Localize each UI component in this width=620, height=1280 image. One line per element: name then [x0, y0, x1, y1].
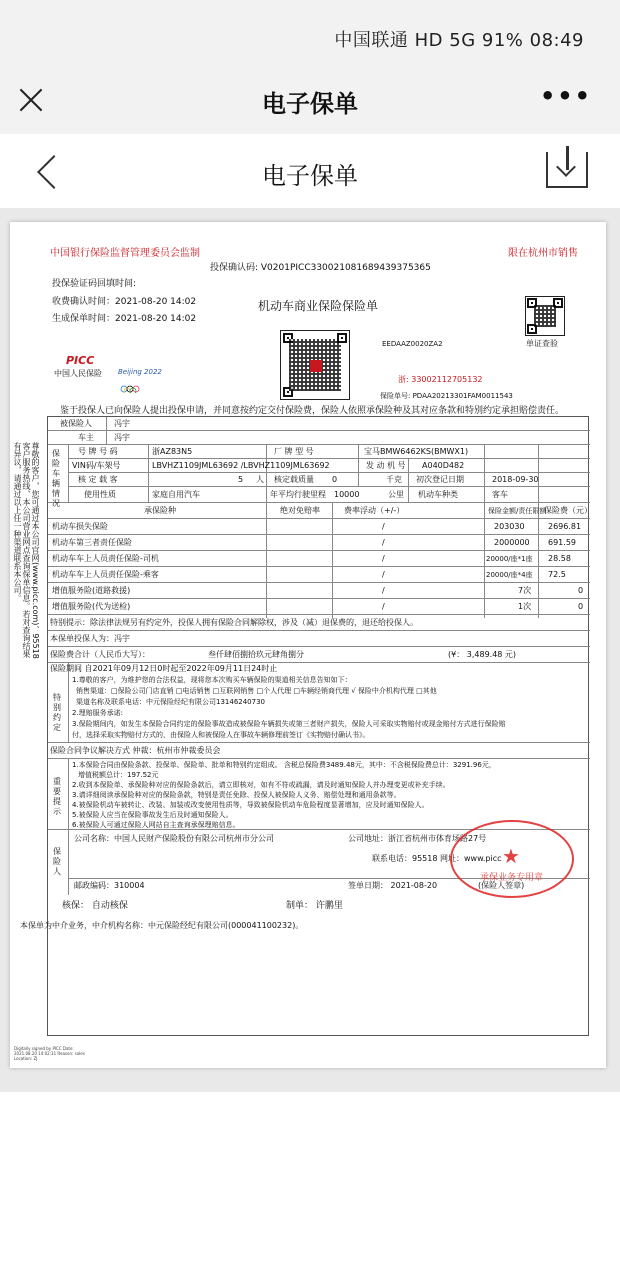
load-value: 0 [332, 475, 338, 484]
viewer-nav [0, 134, 620, 208]
maker: 制单： 许鹏里 [286, 901, 343, 911]
table-row-name: 机动车损失保险 [52, 522, 108, 531]
region-header: 限在杭州市销售 [508, 248, 578, 259]
policy-intro: 鉴于投保人已向保险人提出投保申请，并同意按约定交付保险费，保险人依照承保险种及其对应条款和特别约定承担赔偿责任。 [60, 406, 565, 416]
notice-line: 5.被保险人应当在保险事故发生后及时通知保险人。 [72, 811, 233, 819]
table-row-premium: 28.58 [548, 554, 571, 563]
picc-logo: PICC [66, 354, 95, 367]
insured-value: 冯宇 [114, 419, 130, 428]
company-name: 公司名称：中国人民财产保险股份有限公司杭州市分公司 [74, 834, 274, 843]
insured-label: 被保险人 [60, 419, 92, 428]
reg-date-value: 2018-09-30 [492, 475, 539, 484]
confirm-code: 投保确认码: V0201PICC330021081689439375365 [210, 263, 431, 273]
qr-caption: 单证查验 [526, 339, 558, 348]
code-small: EEDAAZ0020ZA2 [382, 340, 443, 348]
owner-label: 车主 [78, 433, 94, 442]
table-row-premium: 691.59 [548, 538, 576, 547]
top-nav [0, 72, 620, 134]
download-icon[interactable] [546, 152, 588, 188]
th-amount: 保险金额/责任限额 [488, 507, 547, 515]
mileage-value: 10000 [334, 490, 360, 499]
table-row-amount: 2000000 [494, 538, 530, 547]
seats-value: 5 [238, 475, 244, 484]
more-icon[interactable]: ••• [539, 82, 592, 110]
owner-value: 冯宇 [114, 433, 130, 442]
company-address: 公司地址：浙江省杭州市体育场路27号 [348, 834, 487, 843]
mileage-label: 年平均行驶里程 [270, 490, 326, 499]
digital-signature: Digitally signed by PICC Date: 2021.08.20 14:02:31 Reason: sales Location: ZJ [14, 1046, 85, 1061]
table-row-premium: 0 [578, 586, 584, 595]
company-seal [450, 820, 574, 898]
notice-line: 6.被保险人可通过保险人网站自主查询承保理赔信息。 [72, 821, 240, 829]
special-line: 销售渠道：□保险公司门店直销 □电话销售 □互联网销售 □个人代理 □车辆经销商代理 √ 保险中介机构代理 □其他 [76, 687, 437, 695]
notice-line: 4.被保险机动车被转让、改装、加装或改变使用性质等，导致被保险机动车危险程度显著增加，应及时通知保险人。 [72, 801, 429, 809]
total-cn: 叁仟肆佰捌拾玖元肆角捌分 [208, 650, 304, 659]
total-num: (¥： 3,489.48 元) [448, 650, 517, 659]
plate-value: 浙AZ83N5 [152, 447, 193, 456]
special-line: 渠道名称及联系电话：中元保险经纪有限公司13146240730 [76, 698, 265, 706]
table-row-amount: 1次 [518, 602, 532, 611]
table-row-name: 增值服务险(代为送检) [52, 602, 131, 611]
serial-number: 浙: 33002112705132 [398, 375, 483, 384]
table-row-amount: 20000/座*4座 [486, 571, 533, 579]
postcode: 邮政编码：310004 [74, 881, 145, 890]
policy-number: 保险单号: PDAA20213301FAM0011543 [380, 392, 513, 400]
special-line: 3.保险期间内，如发生本保险合同约定的保险事故造成被保险车辆损失或第三者财产损失，保险人可采取实物赔付或现金赔付方式进行保险赔 [72, 720, 506, 728]
table-row-premium: 0 [578, 602, 584, 611]
fee-time: 收费确认时间：2021-08-20 14:02 [52, 297, 197, 307]
company-phone: 联系电话：95518 网址：www.picc [372, 854, 502, 863]
viewer-title: 电子保单 [262, 162, 358, 190]
picc-name: 中国人民保险 [54, 369, 102, 378]
table-row-name: 增值服务险(道路救援) [52, 586, 131, 595]
table-row-amount: 20000/座*1座 [486, 555, 533, 563]
verify-time: 投保验证码回填时间: [52, 279, 137, 289]
table-row-amount: 7次 [518, 586, 532, 595]
table-row-rate: / [382, 538, 385, 547]
engine-label: 发 动 机 号 [366, 461, 406, 470]
policy-document [10, 222, 606, 1068]
notice-line: 1.本保险合同由保险条款、投保单、保险单、批单和特别约定组成。 含税总保险费3489.48元，其中：不含税保险费总计：3291.96元， [72, 761, 496, 769]
th-deduct: 绝对免赔率 [280, 506, 320, 515]
notice-label: 重 要 提 示 [53, 777, 61, 816]
table-row-name: 机动车车上人员责任保险-乘客 [52, 570, 159, 579]
special-line: 1.尊敬的客户，为维护您的合法权益，现将您本次购买车辆保险的渠道相关信息告知如下： [72, 676, 352, 684]
th-rate: 费率浮动（+/-） [344, 506, 405, 515]
seats-unit: 人 [256, 475, 264, 484]
special-line: 付，选择采取实物赔付方式的，由保险人和被保险人在事故车辆修理前签订《实物赔付确认书》。 [72, 731, 370, 739]
notice-line: 增值税额总计：197.52元 [78, 771, 159, 779]
notice-line: 3.请详细阅读承保险种对应的保险条款，特别是责任免除、投保人被保险人义务、赔偿处理和通用条款等。 [72, 791, 401, 799]
star-icon: ★ [502, 844, 520, 868]
qr-code-right[interactable] [525, 296, 565, 336]
vehicle-section-label: 保 险 车 辆 情 况 [52, 449, 60, 508]
special-line: 2.理赔服务承诺: [72, 709, 124, 717]
notice-line: 2.收到本保险单、承保险种对应的保险条款后，请立即核对，如有不符或疏漏，请及时通知保险人并办理变更或补充手续。 [72, 781, 450, 789]
table-row-rate: / [382, 602, 385, 611]
special-label: 特 别 约 定 [53, 693, 61, 732]
table-row-rate: / [382, 586, 385, 595]
status-bar [0, 0, 620, 72]
table-row-name: 机动车车上人员责任保险-司机 [52, 554, 159, 563]
side-note: 尊敬的客户，您可通过本公司官网(www.picc.com)、95518客户服务热线、本公司营业网点查询保单信息。若对查询结果有异议，请通过以上任一种渠道联系本公司。 [13, 442, 40, 659]
insurance-period: 保险期间 自2021年09月12日0时起至2022年09月11日24时止 [50, 664, 278, 673]
agent-note: 本保单为中介业务，中介机构名称：中元保险经纪有限公司(000041100232)。 [20, 921, 304, 930]
page-title: 电子保单 [262, 90, 358, 118]
table-row-amount: 203030 [494, 522, 525, 531]
seats-label: 核 定 载 客 [78, 475, 118, 484]
model-label: 厂 牌 型 号 [274, 447, 314, 456]
policy-holder: 本保单投保人为：冯宇 [50, 634, 130, 643]
policy-table [47, 416, 592, 1036]
regulator-header: 中国银行保险监督管理委员会监制 [50, 248, 200, 259]
reg-date-label: 初次登记日期 [416, 475, 464, 484]
total-label: 保险费合计（人民币大写）： [50, 650, 150, 659]
use-value: 家庭自用汽车 [152, 490, 200, 499]
load-label: 核定载质量 [274, 475, 314, 484]
th-item: 承保险种 [144, 506, 176, 515]
table-row-rate: / [382, 522, 385, 531]
sign-date: 签单日期： 2021-08-20 [348, 881, 438, 890]
table-row-rate: / [382, 554, 385, 563]
use-label: 使用性质 [84, 490, 116, 499]
sign-stamp-label: (保险人签章) [478, 881, 525, 890]
plate-label: 号 牌 号 码 [78, 447, 118, 456]
qr-code-center[interactable] [280, 330, 350, 400]
model-value: 宝马BMW6462KS(BMWX1) [364, 447, 469, 456]
vin-label: VIN码/车架号 [72, 461, 121, 470]
policy-title: 机动车商业保险保险单 [258, 299, 379, 313]
type-value: 客车 [492, 490, 508, 499]
dispute-resolution: 保险合同争议解决方式 仲裁：杭州市仲裁委员会 [50, 746, 221, 755]
bottom-blank [0, 1092, 620, 1280]
mileage-unit: 公里 [388, 490, 404, 499]
olympic-rings-icon [120, 378, 146, 386]
table-row-name: 机动车第三者责任保险 [52, 538, 132, 547]
table-row-rate: / [382, 570, 385, 579]
special-hint: 特别提示：除法律法规另有约定外，投保人拥有保险合同解除权，涉及（减）退保费的，退还给投保人。 [50, 618, 418, 627]
vin-value: LBVHZ1109JML63692 /LBVHZ1109JML63692 [152, 461, 330, 470]
table-row-premium: 2696.81 [548, 522, 582, 531]
checker: 核保： 自动核保 [62, 901, 128, 911]
status-text: 中国联通 HD 5G 91% 08:49 [334, 30, 584, 51]
table-row-premium: 72.5 [548, 570, 566, 579]
insurer-label: 保 险 人 [53, 847, 61, 876]
load-unit: 千克 [386, 475, 402, 484]
gen-time: 生成保单时间：2021-08-20 14:02 [52, 314, 197, 324]
th-premium: 保险费（元） [544, 506, 592, 515]
seal-text: 承保业务专用章 [480, 873, 544, 883]
olympics-logo: Beijing 2022 [118, 368, 162, 376]
engine-value: A040D482 [422, 461, 465, 470]
type-label: 机动车种类 [418, 490, 458, 499]
